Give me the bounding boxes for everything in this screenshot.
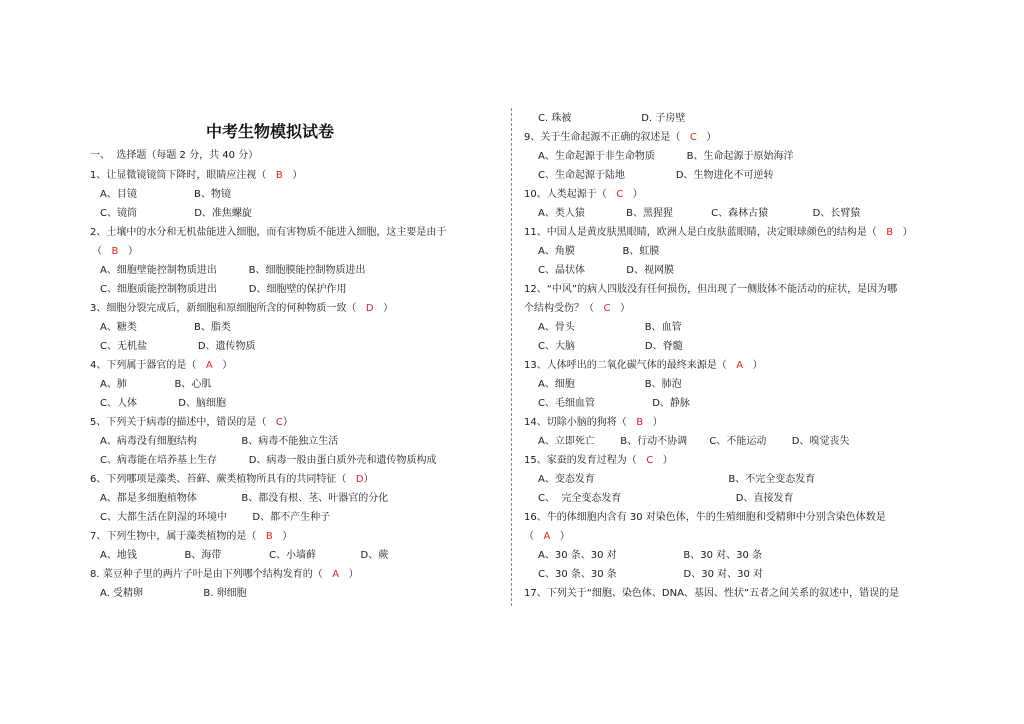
line-text: A、类人猿 B、黑猩猩 C、森林古猿 D、长臂猿 [538,208,861,219]
answer-mark: A [543,531,551,542]
right-line [538,170,774,182]
left-line [90,417,293,429]
right-line [524,588,899,600]
line-text: A、生命起源于非生命物质 B、生命起源于原始海洋 [538,151,794,162]
right-line [524,284,897,296]
line-text: 15、家蚕的发育过程为（ [524,455,647,466]
line-suffix: ） [282,170,303,181]
answer-mark: B [886,227,894,238]
line-text: 个结构受伤？（ [524,303,604,314]
line-text: C、大脑 D、脊髓 [538,341,683,352]
answer-mark: B [111,246,119,257]
line-text: C、细胞质能控制物质进出 D、细胞壁的保护作用 [100,284,347,295]
left-line [90,303,393,315]
right-line [538,151,794,163]
line-text: A、角膜 B、虹膜 [538,246,660,257]
line-text: A、肺 B、心肌 [100,379,212,390]
answer-mark: D [365,303,374,314]
right-line [524,132,716,144]
left-line [100,341,256,353]
line-text: 5、下列关于病毒的描述中，错误的是（ [90,417,276,428]
line-text: A、骨头 B、血管 [538,322,682,333]
left-line [90,569,359,581]
line-text: 1、让显微镜镜筒下降时，眼睛应注视（ [90,170,276,181]
line-text: 12、“中风”的病人四肢没有任何损伤，但出现了一侧肢体不能活动的症状，是因为哪 [524,284,898,295]
line-text: A、30 条、30 对 B、30 对、30 条 [538,550,763,561]
answer-mark: A [332,569,340,580]
line-text: 4、下列属于器官的是（ [90,360,206,371]
line-text: 10、人类起源于（ [524,189,617,200]
answer-mark: C [275,417,283,428]
line-text: C、 完全变态发育 D、直接发育 [538,493,794,504]
right-line [524,360,763,372]
left-line [100,322,231,334]
line-suffix: ） [212,360,233,371]
line-text: 13、人体呼出的二氧化碳气体的最终来源是（ [524,360,737,371]
left-line [100,436,338,448]
line-text: C、生命起源于陆地 D、生物进化不可逆转 [538,170,774,181]
right-line [538,550,762,562]
line-text: 14、切除小脑的狗将（ [524,417,637,428]
left-line [100,512,330,524]
answer-mark: A [736,360,744,371]
right-line [538,436,850,448]
line-suffix: ） [282,417,293,428]
left-line [100,588,247,600]
left-line [90,474,374,486]
line-text: 8. 菜豆种子里的两片子叶是由下列哪个结构发育的（ [90,569,333,580]
line-text: 3、细胞分裂完成后，新细胞和原细胞所含的何种物质一致（ [90,303,366,314]
answer-mark: C [616,189,624,200]
line-text: A. 受精卵 B. 卵细胞 [100,588,247,599]
line-suffix: ） [118,246,138,257]
line-text: 2、土壤中的水分和无机盐能进入细胞，而有害物质不能进入细胞，这主要是由于 [90,227,447,238]
left-line [100,455,436,467]
answer-mark: B [636,417,644,428]
line-text: 一、 选择题（每题 2 分，共 40 分） [90,150,259,161]
line-text: 6、下列哪项是藻类、苔藓、蕨类植物所具有的共同特征（ [90,474,356,485]
line-text: A、细胞 B、肺泡 [538,379,682,390]
line-text: A、病毒没有细胞结构 B、病毒不能独立生活 [100,436,339,447]
answer-mark: B [275,170,283,181]
line-text: C、30 条、30 条 D、30 对、30 对 [538,569,764,580]
line-text: 7、下列生物中，属于藻类植物的是（ [90,531,266,542]
line-text: 16、牛的体细胞内含有 30 对染色体，牛的生殖细胞和受精卵中分别含染色体数是 [524,512,886,523]
line-suffix: ） [643,417,663,428]
answer-mark: C [603,303,611,314]
left-line [90,227,446,239]
line-text: A、变态发育 B、不完全变态发育 [538,474,816,485]
line-text: 11、中国人是黄皮肤黑眼睛，欧洲人是白皮肤蓝眼睛，决定眼球颜色的结构是（ [524,227,887,238]
left-line [100,379,211,391]
line-suffix: ） [743,360,763,371]
page-title: 中考生物模拟试卷 [205,122,334,141]
left-line [100,550,388,562]
line-suffix: ） [893,227,913,238]
left-line [100,265,366,277]
left-line [90,360,232,372]
line-text: 9、关于生命起源不正确的叙述是（ [524,132,690,143]
right-line [524,455,673,467]
line-text: C、毛细血管 D、静脉 [538,398,690,409]
line-text: C、大都生活在阴湿的环境中 D、都不产生种子 [100,512,331,523]
line-text: A、都是多细胞植物体 B、都没有根、茎、叶器官的分化 [100,493,389,504]
line-text: A、立即死亡 B、行动不协调 C、不能运动 D、嗅觉丧失 [538,436,850,447]
left-line [100,284,346,296]
right-line [538,265,674,277]
right-line [524,189,643,201]
line-text: C、无机盐 D、遗传物质 [100,341,256,352]
line-text: 17、下列关于“细胞、染色体、DNA、基因、性状”五者之间关系的叙述中，错误的是 [524,588,900,599]
line-text: C、病毒能在培养基上生存 D、病毒一般由蛋白质外壳和遗传物质构成 [100,455,437,466]
right-line [538,569,763,581]
right-line [538,493,793,505]
right-line [524,227,913,239]
line-suffix: ） [696,132,717,143]
left-line [90,531,292,543]
right-line [538,398,690,410]
left-line [100,398,226,410]
left-line [100,208,252,220]
answer-mark: B [265,531,273,542]
line-suffix: ） [610,303,631,314]
right-line [538,322,682,334]
line-suffix: ） [363,474,374,485]
line-text: A、地钱 B、海带 C、小墙藓 D、蕨 [100,550,389,561]
line-suffix: ） [623,189,643,200]
answer-mark: C [689,132,697,143]
line-suffix: ） [339,569,359,580]
right-line [538,341,683,353]
line-suffix: ） [653,455,673,466]
answer-mark: C [646,455,654,466]
answer-mark: A [205,360,213,371]
line-text: （ [92,246,112,257]
left-line [92,246,138,258]
line-suffix: ） [550,531,570,542]
line-text: C. 珠被 D. 子房壁 [538,113,686,124]
right-line [538,208,860,220]
right-line [524,303,630,315]
line-text: C、晶状体 D、视网膜 [538,265,675,276]
answer-mark: D [355,474,364,485]
line-suffix: ） [272,531,293,542]
column-divider [511,108,512,606]
left-line [90,170,302,182]
line-text: （ [524,531,544,542]
right-line [538,474,815,486]
right-line [538,246,659,258]
line-text: A、细胞壁能控制物质进出 B、细胞膜能控制物质进出 [100,265,366,276]
right-line [524,531,570,543]
right-line [538,379,682,391]
right-line [538,113,685,125]
right-line [524,417,663,429]
right-line [524,512,886,524]
line-text: A、糖类 B、脂类 [100,322,231,333]
left-line [90,150,258,162]
line-text: C、人体 D、脑细胞 [100,398,227,409]
line-text: A、目镜 B、物镜 [100,189,231,200]
line-suffix: ） [373,303,394,314]
left-line [100,189,231,201]
line-text: C、镜筒 D、准焦螺旋 [100,208,252,219]
left-line [100,493,388,505]
